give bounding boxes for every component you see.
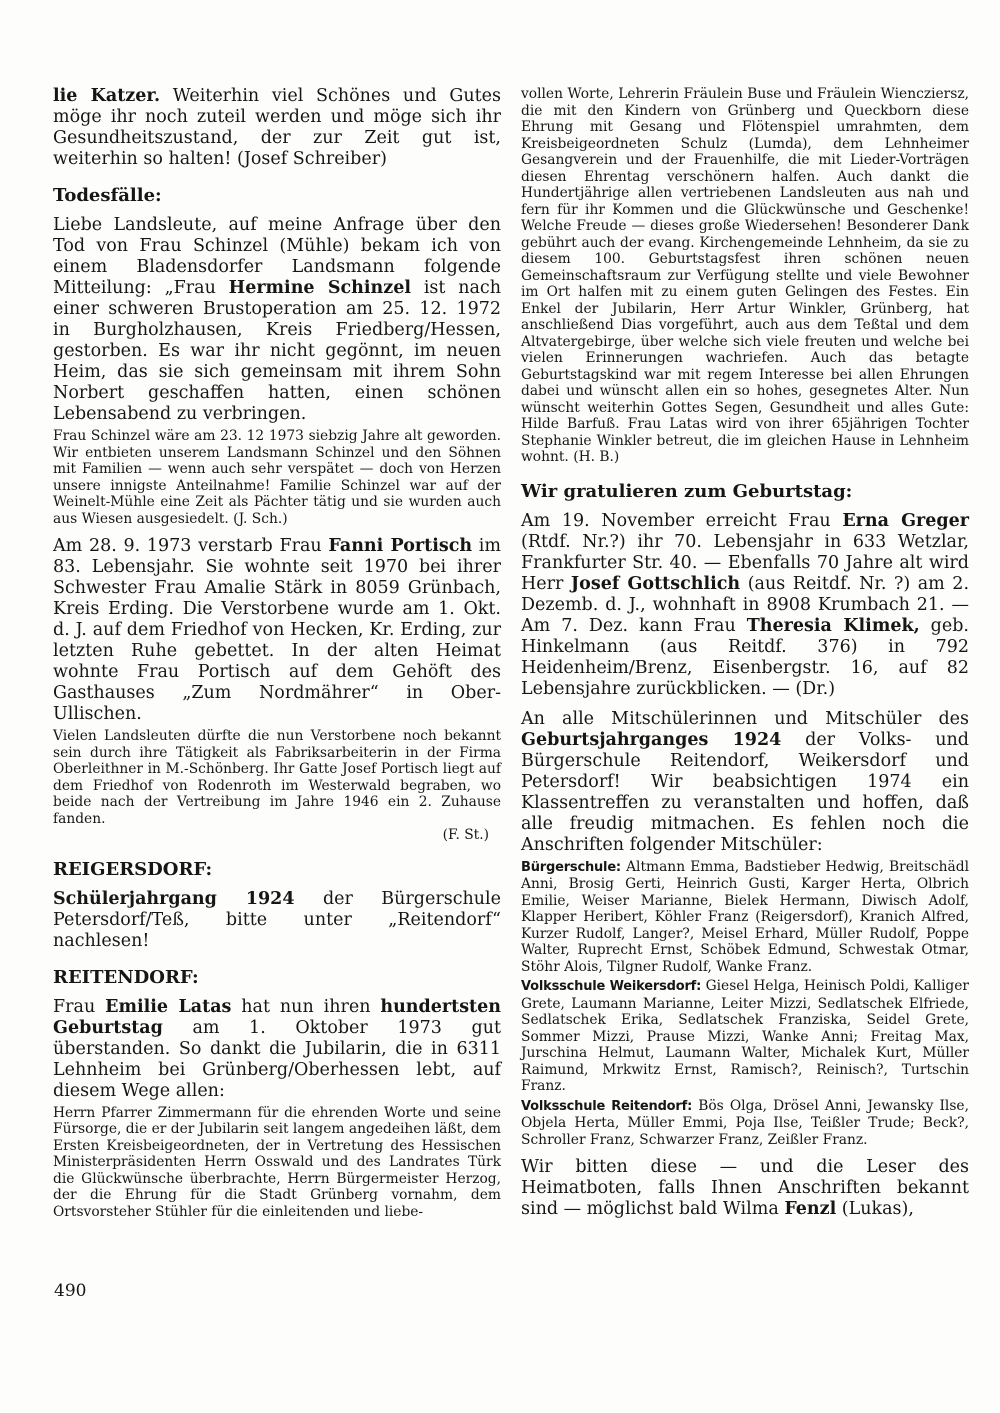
text-segment: ist nach einer schweren Brustoperation am 25. 12. 1972 in Burgholzhausen, Kreis Friedberg/Hessen, gestorben. Es war ihr nicht gegönnt, im neuen Heim, das sie sich gemeinsam mit ihrem Sohn Norbert geschaffen hatten, einen schönen Lebensabend zu verbringen. (53, 278, 501, 424)
left-column (53, 86, 501, 1220)
text-segment: der Volks- und Bürgerschule Reitendorf, Weikersdorf und Petersdorf! Wir beabsichtigen 1974 ein Klassentreffen zu veranstalten und hoffen, daß alle freudig mitmachen. Es fehlen noch die Anschriften folgender Mitschüler: (521, 729, 969, 855)
text-segment: Weiterhin viel Schönes und Gutes möge ihr noch zuteil werden und möge sich ihr Gesundheitszustand, der zur Zeit gut ist, weiterhin so halten! (Josef Schreiber) (53, 86, 501, 169)
page-number: 490 (54, 1281, 87, 1301)
heading-reigersdorf (53, 859, 501, 880)
emphasis-text: Hermine Schinzel (228, 278, 412, 298)
emphasis-text: Volksschule Weikersdorf: (521, 979, 702, 994)
note-portisch (53, 728, 501, 827)
list-buergerschule (521, 859, 969, 976)
text-segment: hat nun ihren (231, 996, 381, 1017)
article-klassentreffen (521, 709, 969, 856)
list-volksschule-reitendorf (521, 1098, 969, 1149)
text-segment: Altmann Emma, Badstieber Hedwig, Breitschädl Anni, Brosig Gerti, Heinrich Gusti, Karger Herta, Olbrich Emilie, Weiser Marianne, Bielek Hermann, Diwisch Adolf, Klapper Heribert, Köhler Franz (Reigersdorf), Kranich Alfred, Kurzer Rudolf, Langer?, Meisel Erhard, Müller Rudolf, Poppe Walter, Ruprecht Ernst, Schöbek Edmund, Schwestak Otmar, Stöhr Alois, Tilgner Rudolf, Wanke Franz. (521, 858, 969, 975)
emphasis-text: Bürgerschule: (521, 859, 621, 875)
emphasis-text: Fenzl (784, 1199, 837, 1219)
emphasis-text: Emilie Latas (105, 996, 232, 1017)
text-segment: vollen Worte, Lehrerin Fräulein Buse und Fräulein Wiencziersz, die mit den Kindern von Grünberg und Queckborn diese Ehrung mit Gesang und Flötenspiel umrahmten, dem Kreisbeigeordneten Schulz (Lumda), dem Lehnheimer Gesangverein und der Frauenhilfe, die mit Lieder-Vorträgen diesen Ehrentag verschönern halfen. Auch dankt die Hundertjährige allen vertriebenen Landsleuten aus nah und fern für ihr Kommen und die Glückwünsche und Geschenke! Welche Freude — dieses große Wiedersehen! Besonderer Dank gebührt auch der evang. Kirchengemeinde Lehnheim, da sie zu diesem 100. Geburtstagsfest ihren schönen neuen Gemeinschaftsraum zur Verfügung stellte und viele Bewohner im Ort halfen mit zu einem guten Gelingen des Festes. Ein Enkel der Jubilarin, Herr Artur Winkler, Grünberg, hat anschließend Dias vorgeführt, auch aus dem Teßtal und dem Altvatergebirge, über welche sich viele freuten und welche bei vielen Erinnerungen wachriefen. Auch das betagte Geburtstagskind war mit regem Interesse bei allen Ehrungen dabei und wünscht allen ein so hohes, gesegnetes Alter. Nun wünscht weiterhin Gottes Segen, Gesundheit und alles Gute: Hilde Barfuß. Frau Latas wird von ihrer 65jährigen Tochter Stephanie Winkler betreut, die im gleichen Hause in Lehnheim wohnt. (H. B.) (521, 86, 969, 465)
emphasis-text: Schülerjahrgang 1924 (53, 888, 295, 909)
text-segment: Giesel Helga, Heinisch Poldi, Kalliger Grete, Laumann Marianne, Leiter Mizzi, Sedlatschek Elfriede, Sedlatschek Erika, Sedlatschek Franziska, Seidel Grete, Sommer Mizzi, Prause Mizzi, Wanke Anni; Freitag Max, Jurschina Helmut, Laumann Walter, Michalek Kurt, Müller Raimund, Mrkwitz Ernst, Ramisch?, Reinisch?, Turtschin Franz. (521, 978, 969, 1094)
emphasis-text: Theresia Klimek, (746, 615, 920, 636)
article-anschriften-bitte (521, 1157, 969, 1220)
emphasis-text: Volksschule Reitendorf: (521, 1098, 693, 1114)
text-segment: (Lukas), (836, 1199, 914, 1219)
emphasis-text: Josef Gottschlich (570, 573, 741, 594)
text-segment: am 1. Oktober 1973 gut überstanden. So dankt die Jubilarin, die in 6311 Lehnheim bei Grünberg/Oberhessen lebt, auf diesem Wege allen: (53, 1017, 501, 1101)
text-segment: Herrn Pfarrer Zimmermann für die ehrenden Worte und seine Fürsorge, die er der Jubilarin seit langem angedeihen läßt, dem Ersten Kreisbeigeordneten, der in Vertretung des Hessischen Ministerpräsidenten Herrn Osswald und des Landrates Türk die Glückwünsche überbrachte, Herrn Bürgermeister Herzog, der die Ehrung für die Stadt Grünberg vornahm, dem Ortsvorsteher Stühler für die einleitenden und liebe- (53, 1104, 501, 1220)
text-segment: Am 28. 9. 1973 verstarb Frau (53, 536, 329, 556)
text-segment: Wir bitten diese — und die Leser des Heimatboten, falls Ihnen Anschriften bekannt sind — möglichst bald Wilma (521, 1157, 969, 1219)
text-segment: geb. Hinkelmann (aus Reitdf. 376) in 792 Heidenheim/Brenz, Eisenbergstr. 16, auf 82 Lebensjahre zurückblicken. — (Dr.) (521, 615, 969, 699)
text-segment: Vielen Landsleuten dürfte die nun Verstorbene noch bekannt sein durch ihre Tätigkeit als Fabriksarbeiterin in der Firma Oberleithner in M.-Schönberg. Ihr Gatte Josef Portisch liegt auf dem Friedhof von Rodenroth im Westerwald begraben, wo beide nach der Vertreibung im Jahre 1946 ein 2. Zuhause fanden. (53, 728, 501, 827)
emphasis-text: REIGERSDORF: (53, 858, 213, 880)
list-volksschule-weikersdorf (521, 978, 969, 1095)
right-column (521, 86, 969, 1220)
emphasis-text: Erna Greger (842, 510, 970, 531)
article-emilie-latas (53, 997, 501, 1102)
heading-reitendorf (53, 967, 501, 988)
emphasis-text: REITENDORF: (53, 966, 199, 988)
note-schinzel-condolence (53, 428, 501, 527)
text-segment: (Rtdf. Nr.?) ihr 70. Lebensjahr in 633 Wetzlar, Frankfurter Str. 40. — Ebenfalls 70 Jahre alt wird Herr (521, 531, 969, 594)
text-segment: An alle Mitschülerinnen und Mitschüler des (521, 708, 969, 729)
text-segment: der Bürgerschule Petersdorf/Teß, bitte unter „Reitendorf“ nachlesen! (53, 888, 501, 951)
text-segment: (aus Reitdf. Nr. ?) am 2. Dezemb. d. J., wohnhaft in 8908 Krumbach 21. — Am 7. Dez. kann Frau (521, 573, 970, 636)
emphasis-text: lie Katzer. (53, 86, 161, 106)
notice-schuelerjahrgang (53, 889, 501, 952)
text-segment: (F. St.) (442, 827, 489, 843)
text-segment: Am 19. November erreicht Frau (521, 510, 843, 531)
emphasis-text: hundertsten Geburtstag (53, 996, 501, 1038)
text-segment: Frau (53, 996, 106, 1017)
emphasis-text: Fanni Portisch (328, 536, 473, 556)
text-segment: Liebe Landsleute, auf meine Anfrage über den Tod von Frau Schinzel (Mühle) bekam ich von einem Bladensdorfer Landsmann folgende Mitteilung: „Frau (53, 215, 501, 298)
article-fanni-portisch (53, 536, 501, 725)
article-geburtstage (521, 511, 969, 700)
emphasis-text: Geburtsjahrganges 1924 (521, 729, 782, 750)
note-latas-thanks-part1 (53, 1105, 501, 1221)
emphasis-text: Todesfälle: (53, 185, 162, 206)
article-katzer-continuation (53, 86, 501, 170)
text-segment: Frau Schinzel wäre am 23. 12 1973 siebzig Jahre alt geworden. Wir entbieten unserem Landsmann Schinzel und den Söhnen mit Familien — wenn auch sehr verspätet — doch von Herzen unsere innigste Anteilnahme! Familie Schinzel war auf der Weinelt-Mühle eine Zeit als Pächter tätig und sie wurden auch aus Wiesen ausgesiedelt. (J. Sch.) (53, 428, 501, 527)
text-segment: im 83. Lebensjahr. Sie wohnte seit 1970 bei ihrer Schwester Frau Amalie Stärk in 8059 Grünbach, Kreis Erding. Die Verstorbene wurde am 1. Okt. d. J. auf dem Friedhof von Hecken, Kr. Erding, zur letzten Ruhe gebettet. In der alten Heimat wohnte Frau Portisch auf dem Gehöft des Gasthauses „Zum Nordmährer“ in Ober-Ullischen. (53, 536, 501, 724)
note-latas-thanks-part2 (521, 86, 969, 466)
article-hermine-schinzel (53, 215, 501, 425)
heading-geburtstag (521, 481, 969, 502)
text-segment: Bös Olga, Drösel Anni, Jewansky Ilse, Objela Herta, Müller Emmi, Poja Ilse, Teißler Trude; Beck?, Schroller Franz, Schwarzer Franz, Zeißler Franz. (521, 1097, 969, 1148)
heading-todesfaelle (53, 185, 501, 206)
emphasis-text: Wir gratulieren zum Geburtstag: (521, 480, 853, 502)
signature-f-st (53, 827, 501, 844)
